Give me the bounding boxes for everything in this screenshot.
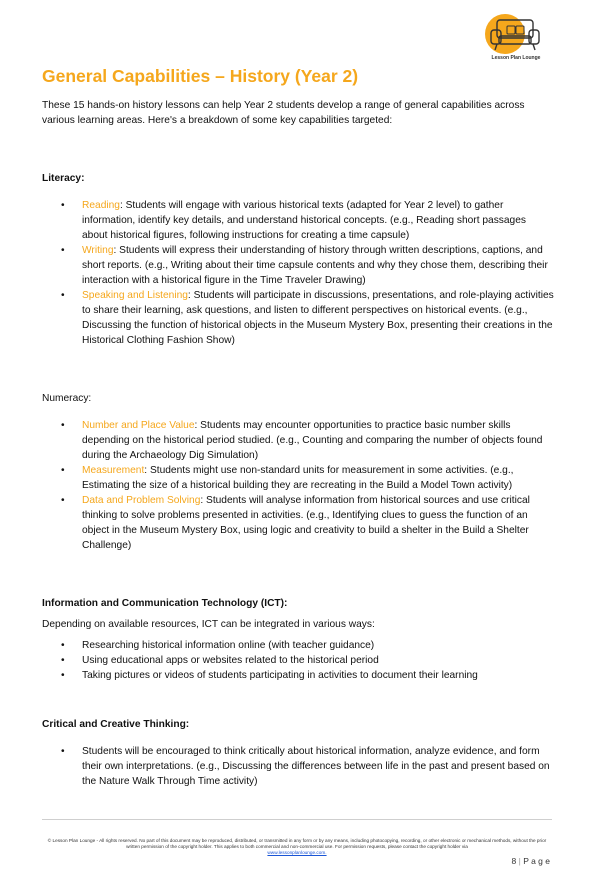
list-item: [42, 493, 554, 553]
numeracy-list: [42, 418, 554, 553]
item-text: : Students will analyse information from historical sources and use critical thinking to solve problems presented in activities. (e.g., Identifying clues to guess the function of an object in the Museum Mystery Box, using logic and creativity to build a shelter in the Build a Shelter Challenge): [82, 495, 530, 551]
ict-list: [42, 638, 554, 683]
list-item: [42, 463, 554, 493]
page-number: [480, 856, 550, 866]
footer-copyright: [42, 838, 552, 856]
list-item: [42, 418, 554, 463]
list-item: • Taking pictures or videos of students participating in activities to document their learning: [42, 668, 554, 683]
intro-paragraph: These 15 hands-on history lessons can help Year 2 students develop a range of general capabilities across various learning areas. Here's a breakdown of some key capabilities targeted:: [42, 100, 525, 126]
website-link[interactable]: www.lessonplanlounge.com.: [267, 850, 327, 855]
item-text: : Students may encounter opportunities to practice basic number skills depending on the historical period studied. (e.g., Counting and comparing the number of objects found during the Archaeology Dig Simulation): [82, 420, 543, 461]
list-item: • Researching historical information online (with teacher guidance): [42, 638, 554, 653]
literacy-heading: Literacy:: [42, 173, 85, 184]
critical-heading: Critical and Creative Thinking:: [42, 719, 190, 730]
page-word: P a g e: [523, 856, 550, 866]
page-number-value: 8: [511, 856, 517, 866]
item-label: Speaking and Listening: [82, 290, 188, 301]
ict-intro: Depending on available resources, ICT can be integrated in various ways:: [42, 619, 375, 630]
item-label: Writing: [82, 245, 114, 256]
item-label: Data and Problem Solving: [82, 495, 201, 506]
logo-text: Lesson Plan Lounge: [491, 55, 541, 61]
list-item: [42, 288, 554, 348]
item-text: : Students will engage with various historical texts (adapted for Year 2 level) to gather information, identify key details, and understand historical concepts. (e.g., Reading short passages about historical figures, following instructions for creating a time capsule): [82, 200, 526, 241]
numeracy-heading: Numeracy:: [42, 393, 92, 404]
list-item: [42, 198, 554, 243]
list-item: • Using educational apps or websites related to the historical period: [42, 653, 554, 668]
item-text: : Students will participate in discussions, presentations, and role-playing activities to share their learning, ask questions, and listen to different perspectives on historical events. (e.g., Discussing the function of historical objects in the Museum Mystery Box, presenting their creations in the Historical Clothing Fashion Show): [82, 290, 554, 346]
item-text: : Students will express their understanding of history through written descriptions, captions, and short reports. (e.g., Writing about their time capsule contents and why they chose them, describing their interaction with a historical figure in the Time Traveler Drawing): [82, 245, 548, 286]
page-title: General Capabilities – History (Year 2): [42, 66, 359, 86]
copyright-text: © Lesson Plan Lounge - All rights reserved. No part of this document may be reproduced, distributed, or transmitted in any form or by any means, including photocopying, recording, or other electronic or mechanical methods, without the prior written permission of the copyright holder. This applies to both commercial and non-commercial use. For permission requests, please contact the copyright holder via: [47, 838, 547, 849]
list-item: • Students will be encouraged to think critically about historical information, analyze evidence, and form their own interpretations. (e.g., Discussing the differences between life in the past and present based on the Nature Walk Through Time activity): [42, 744, 554, 789]
document-body: [42, 98, 554, 789]
ict-heading: Information and Communication Technology (ICT):: [42, 598, 288, 609]
item-label: Reading: [82, 200, 120, 211]
page-separator: |: [518, 856, 521, 866]
item-label: Number and Place Value: [82, 420, 195, 431]
literacy-list: [42, 198, 554, 348]
critical-list: [42, 744, 554, 789]
list-item: [42, 243, 554, 288]
item-text: : Students might use non-standard units for measurement in some activities. (e.g., Estimating the size of a historical building they are recreating in the Build a Model Town activity): [82, 465, 514, 491]
footer-divider: [42, 819, 552, 820]
item-label: Measurement: [82, 465, 145, 476]
